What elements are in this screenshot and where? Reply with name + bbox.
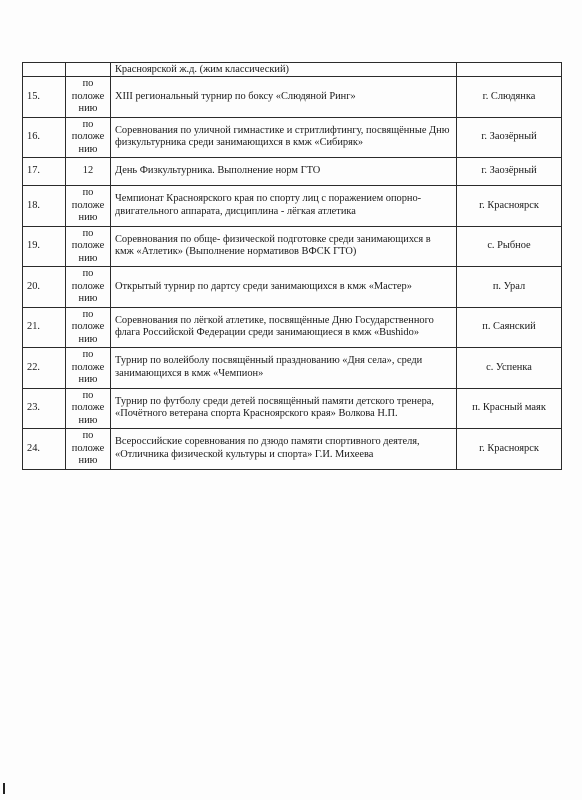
table-row: [23, 307, 562, 348]
table-row: [23, 226, 562, 267]
table-row: [23, 186, 562, 227]
table-row: [23, 348, 562, 389]
row-place: с. Рыбное: [457, 226, 562, 267]
row-number: 22.: [23, 348, 66, 389]
row-place: п. Урал: [457, 267, 562, 308]
table-row: [23, 77, 562, 118]
row-event-name: Соревнования по обще- физической подготовке среди занимающихся в кмж «Атлетик» (Выполнение нормативов ВФСК ГТО): [111, 226, 457, 267]
row-event-name: Чемпионат Красноярского края по спорту лиц с поражением опорно-двигательного аппарата, дисциплина - лёгкая атлетика: [111, 186, 457, 227]
table-row: [23, 429, 562, 470]
row-place: г. Слюдянка: [457, 77, 562, 118]
row-event-name: Красноярской ж.д. (жим классический): [111, 63, 457, 77]
row-event-name: Открытый турнир по дартсу среди занимающихся в кмж «Мастер»: [111, 267, 457, 308]
row-place: [457, 63, 562, 77]
row-date: [66, 63, 111, 77]
row-date: по положе нию: [66, 186, 111, 227]
row-place: г. Красноярск: [457, 186, 562, 227]
row-number: 20.: [23, 267, 66, 308]
row-number: [23, 63, 66, 77]
row-event-name: День Физкультурника. Выполнение норм ГТО: [111, 158, 457, 186]
row-number: 19.: [23, 226, 66, 267]
row-date: по положе нию: [66, 226, 111, 267]
row-date: по положе нию: [66, 77, 111, 118]
scan-mark: [3, 783, 5, 794]
row-event-name: XIII региональный турнир по боксу «Слюдяной Ринг»: [111, 77, 457, 118]
events-table: [22, 62, 562, 470]
row-number: 18.: [23, 186, 66, 227]
row-place: п. Саянский: [457, 307, 562, 348]
row-place: г. Красноярск: [457, 429, 562, 470]
row-date: по положе нию: [66, 429, 111, 470]
table-row: [23, 158, 562, 186]
row-event-name: Турнир по волейболу посвящённый празднованию «Дня села», среди занимающихся в кмж «Чемпион»: [111, 348, 457, 389]
row-place: п. Красный маяк: [457, 388, 562, 429]
table-row: [23, 267, 562, 308]
row-date: по положе нию: [66, 307, 111, 348]
table-row-continued: [23, 63, 562, 77]
row-place: с. Успенка: [457, 348, 562, 389]
row-date: по положе нию: [66, 267, 111, 308]
row-date: 12: [66, 158, 111, 186]
row-number: 24.: [23, 429, 66, 470]
row-event-name: Соревнования по уличной гимнастике и стритлифтингу, посвящённые Дню физкультурника среди занимающихся в кмж «Сибиряк»: [111, 117, 457, 158]
row-event-name: Соревнования по лёгкой атлетике, посвящённые Дню Государственного флага Российской Федерации среди занимающиеся в кмж «Bushido»: [111, 307, 457, 348]
row-place: г. Заозёрный: [457, 158, 562, 186]
row-number: 21.: [23, 307, 66, 348]
table-row: [23, 117, 562, 158]
row-place: г. Заозёрный: [457, 117, 562, 158]
row-number: 23.: [23, 388, 66, 429]
row-date: по положе нию: [66, 388, 111, 429]
row-number: 17.: [23, 158, 66, 186]
row-event-name: Турнир по футболу среди детей посвящённый памяти детского тренера, «Почётного ветерана спорта Красноярского края» Волкова Н.П.: [111, 388, 457, 429]
row-date: по положе нию: [66, 117, 111, 158]
row-number: 16.: [23, 117, 66, 158]
row-date: по положе нию: [66, 348, 111, 389]
table-row: [23, 388, 562, 429]
row-number: 15.: [23, 77, 66, 118]
row-event-name: Всероссийские соревнования по дзюдо памяти спортивного деятеля, «Отличника физической культуры и спорта» Г.И. Михеева: [111, 429, 457, 470]
